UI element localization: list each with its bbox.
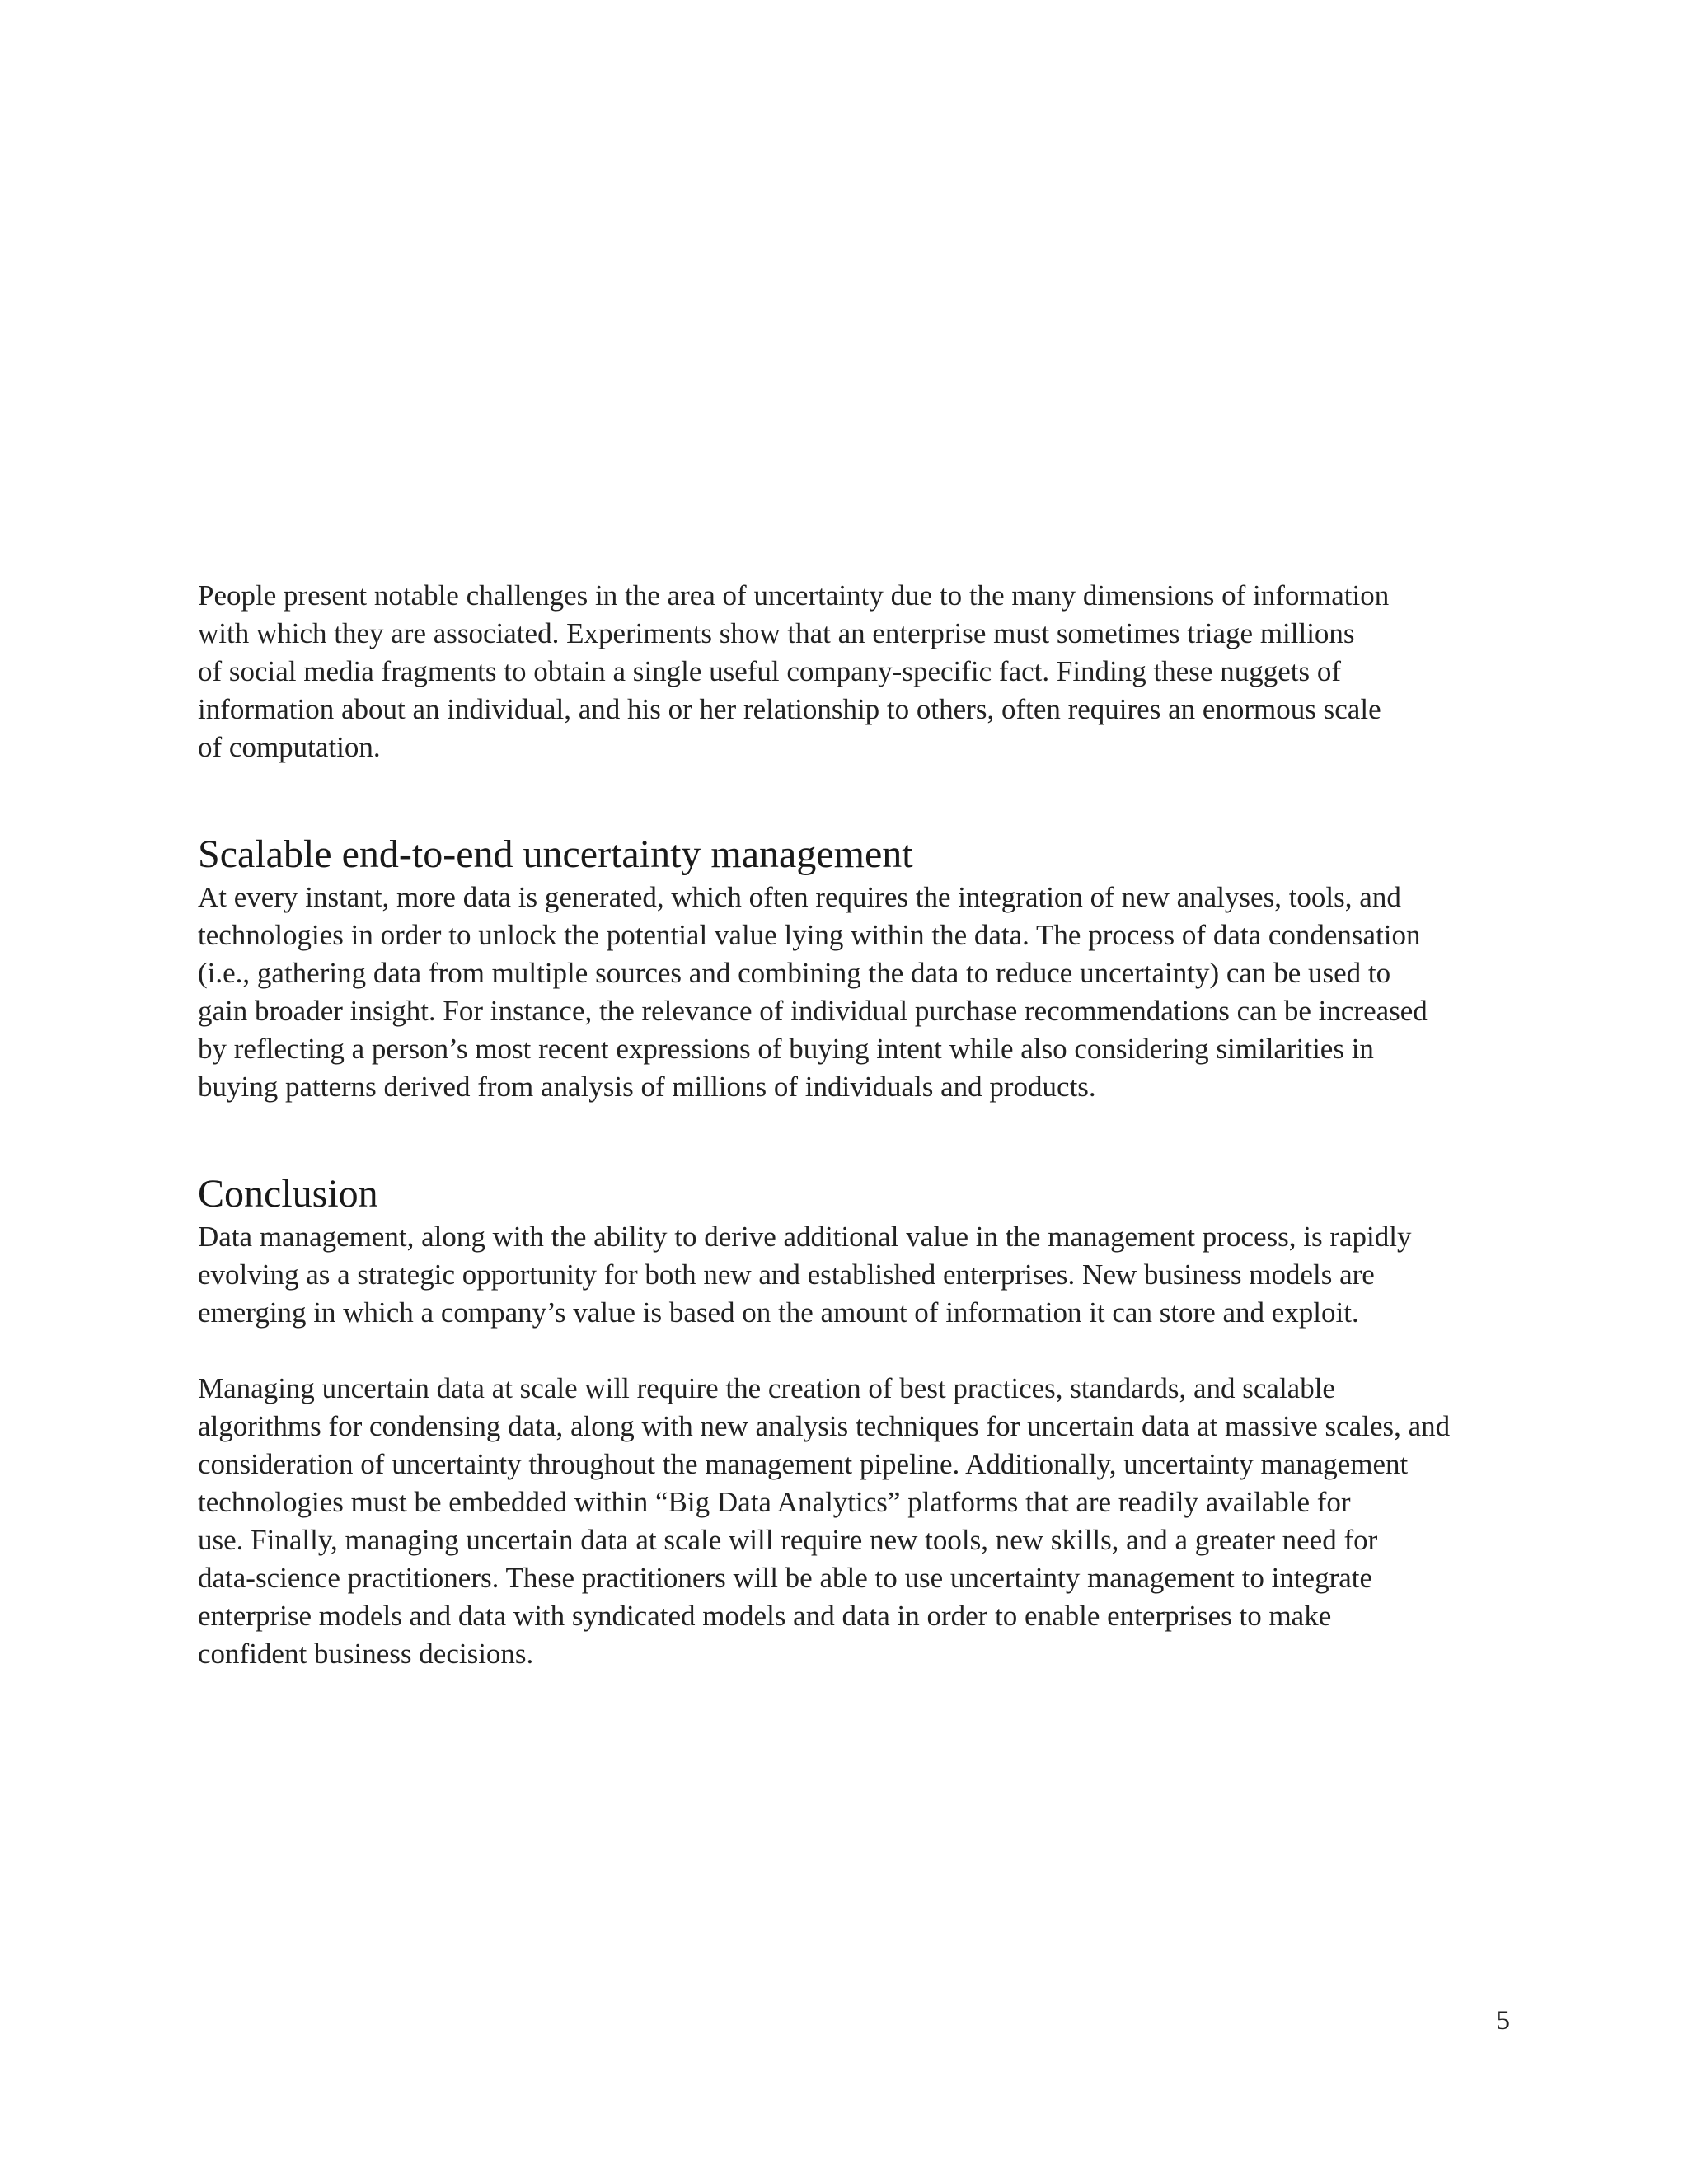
section-spacer [198, 766, 1533, 831]
conclusion-paragraph-2: Managing uncertain data at scale will require the creation of best practices, standards, and scalable algorithms for condensing data, along with new analysis techniques for uncertain data at massive scales, and consideration of uncertainty throughout the management pipeline. Additionally, uncertainty management technologies must be embedded within “Big Data Analytics” platforms that are readily available for use. Finally, managing uncertain data at scale will require new tools, new skills, and a greater need for data-science practitioners. These practitioners will be able to use uncertainty management to integrate enterprise models and data with syndicated models and data in order to enable enterprises to make confident business decisions. [198, 1372, 1451, 1670]
page-content [198, 577, 1533, 1673]
conclusion-paragraph-1: Data management, along with the ability to derive additional value in the management process, is rapidly evolving as a strategic opportunity for both new and established enterprises. New business models are emerging in which a company’s value is based on the amount of information it can store and exploit. [198, 1221, 1412, 1329]
intro-paragraph: People present notable challenges in the area of uncertainty due to the many dimensions of information with which they are associated. Experiments show that an enterprise must sometimes triage millions of social media fragments to obtain a single useful company-specific fact. Finding these nuggets of information about an individual, and his or her relationship to others, often requires an enormous scale of computation. [198, 579, 1390, 763]
section-heading-conclusion: Conclusion [198, 1172, 378, 1216]
section-spacer [198, 1106, 1533, 1170]
section-heading-scalable: Scalable end-to-end uncertainty management [198, 832, 913, 876]
scalable-paragraph: At every instant, more data is generated, which often requires the integration of new analyses, tools, and technologies in order to unlock the potential value lying within the data. The process of data condensation (i.e., gathering data from multiple sources and combining the data to reduce uncertainty) can be used to gain broader insight. For instance, the relevance of individual purchase recommendations can be increased by reflecting a person’s most recent expressions of buying intent while also considering similarities in buying patterns derived from analysis of millions of individuals and products. [198, 881, 1428, 1103]
paragraph-spacer [198, 1332, 1533, 1370]
page-number: 5 [1496, 2006, 1510, 2036]
